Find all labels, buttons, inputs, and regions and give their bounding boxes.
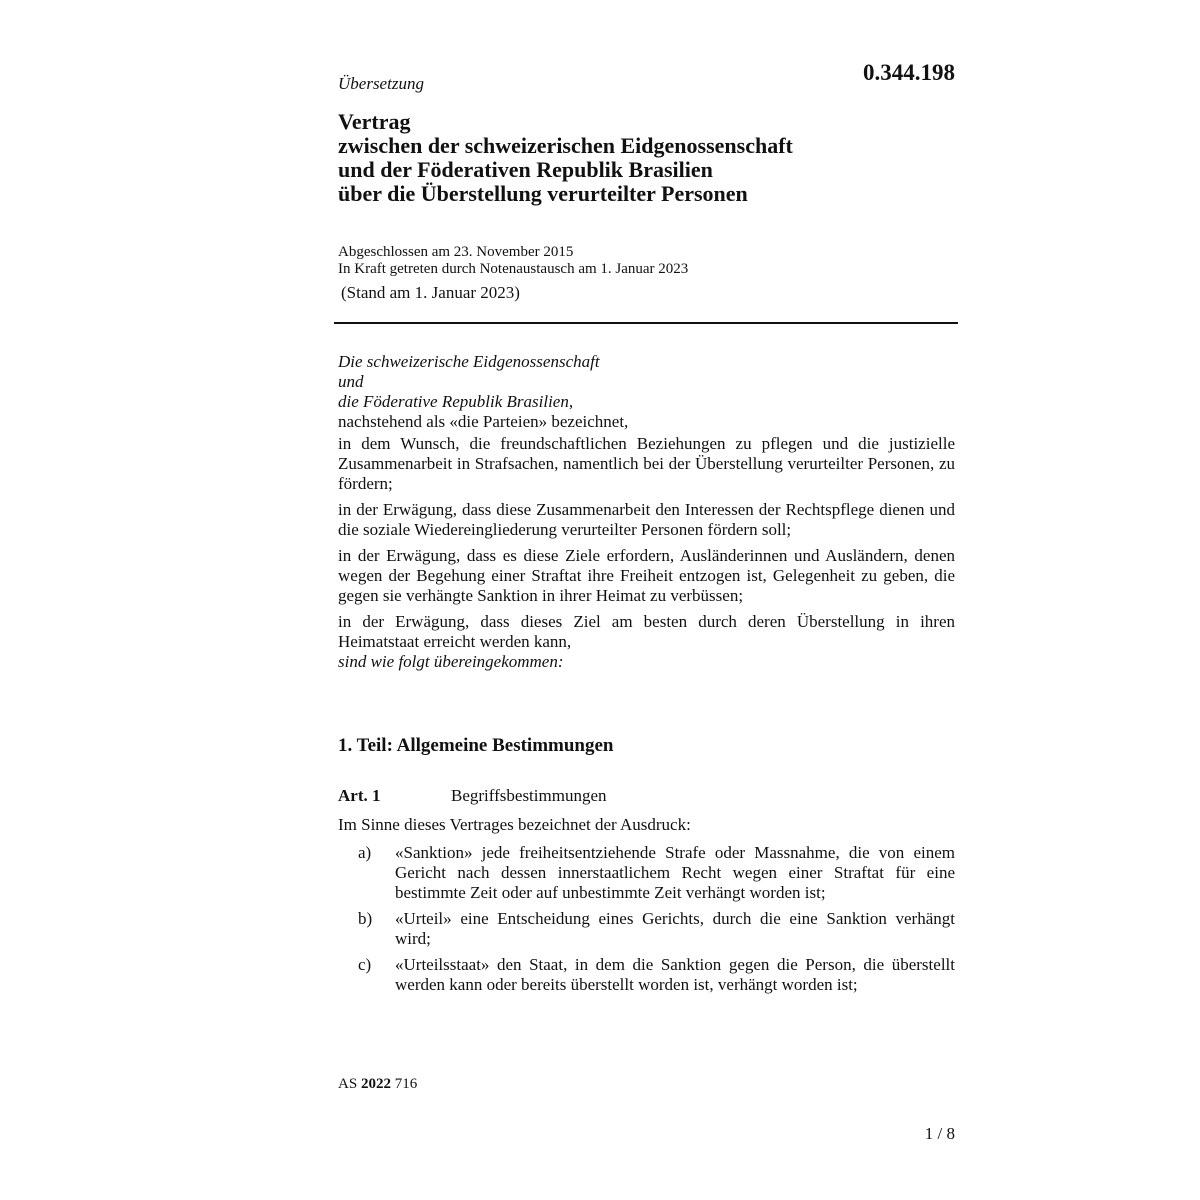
list-item xyxy=(338,955,955,995)
title-line: zwischen der schweizerischen Eidgenossenschaft xyxy=(338,133,793,158)
title-line: und der Föderativen Republik Brasilien xyxy=(338,157,713,182)
item-letter: c) xyxy=(358,955,372,974)
status-date: (Stand am 1. Januar 2023) xyxy=(341,283,520,302)
in-force-date: In Kraft getreten durch Notenaustausch am 1. Januar 2023 xyxy=(338,261,689,277)
list-item xyxy=(338,909,955,949)
document-title xyxy=(338,110,793,206)
party-2: die Föderative Republik Brasilien, xyxy=(338,392,574,411)
official-collection-reference xyxy=(338,1076,417,1093)
item-text: «Sanktion» jede freiheitsentziehende Strafe oder Massnahme, die von einem Gericht nach dessen innerstaatlichem Recht wegen einer Straftat für eine bestimmte Zeit oder auf unbestimmte Zeit verhängt worden ist; xyxy=(395,843,955,902)
article-heading xyxy=(338,786,607,806)
header-divider xyxy=(334,322,958,324)
concluded-date: Abgeschlossen am 23. November 2015 xyxy=(338,244,574,260)
list-item xyxy=(338,843,955,903)
recital: in der Erwägung, dass diese Zusammenarbeit den Interessen der Rechtspflege dienen und die soziale Wiedereingliederung verurteilter Personen fördern soll; xyxy=(338,500,955,539)
recital: in der Erwägung, dass es diese Ziele erfordern, Ausländerinnen und Ausländern, denen wegen der Begehung einer Straftat ihre Freiheit entzogen ist, Gelegenheit zu geben, die gegen sie verhängte Sanktion in ihrer Heimat zu verbüssen; xyxy=(338,546,955,605)
item-text: «Urteil» eine Entscheidung eines Gerichts, durch die eine Sanktion verhängt wird; xyxy=(395,909,955,948)
article-number: Art. 1 xyxy=(338,786,381,805)
party-1: Die schweizerische Eidgenossenschaft xyxy=(338,352,600,371)
definitions-list xyxy=(338,843,955,1001)
as-page: 716 xyxy=(394,1076,418,1092)
and-word: und xyxy=(338,372,364,391)
page-number: 1 / 8 xyxy=(924,1124,955,1143)
article-title: Begriffsbestimmungen xyxy=(451,786,607,805)
sr-number: 0.344.198 xyxy=(863,60,955,85)
item-letter: b) xyxy=(358,909,373,928)
translation-label: Übersetzung xyxy=(338,74,424,93)
preamble-closing: sind wie folgt übereingekommen: xyxy=(338,652,564,671)
article-intro: Im Sinne dieses Vertrages bezeichnet der Ausdruck: xyxy=(338,815,691,834)
recital: in dem Wunsch, die freundschaftlichen Beziehungen zu pflegen und die justizielle Zusammenarbeit in Strafsachen, namentlich bei der Überstellung verurteilter Personen, zu fördern; xyxy=(338,434,955,493)
part-heading: 1. Teil: Allgemeine Bestimmungen xyxy=(338,735,614,756)
recital: in der Erwägung, dass dieses Ziel am besten durch deren Überstellung in ihren Heimatstaat erreicht werden kann, xyxy=(338,612,955,651)
as-prefix: AS xyxy=(338,1076,358,1092)
parties-designation: nachstehend als «die Parteien» bezeichnet, xyxy=(338,412,629,431)
title-line: Vertrag xyxy=(338,109,411,134)
preamble xyxy=(338,352,955,672)
document-meta xyxy=(338,244,688,278)
as-year: 2022 xyxy=(360,1076,391,1092)
item-letter: a) xyxy=(358,843,372,862)
title-line: über die Überstellung verurteilter Personen xyxy=(338,181,748,206)
item-text: «Urteilsstaat» den Staat, in dem die Sanktion gegen die Person, die überstellt werden kann oder bereits überstellt worden ist, verhängt worden ist; xyxy=(395,955,955,994)
